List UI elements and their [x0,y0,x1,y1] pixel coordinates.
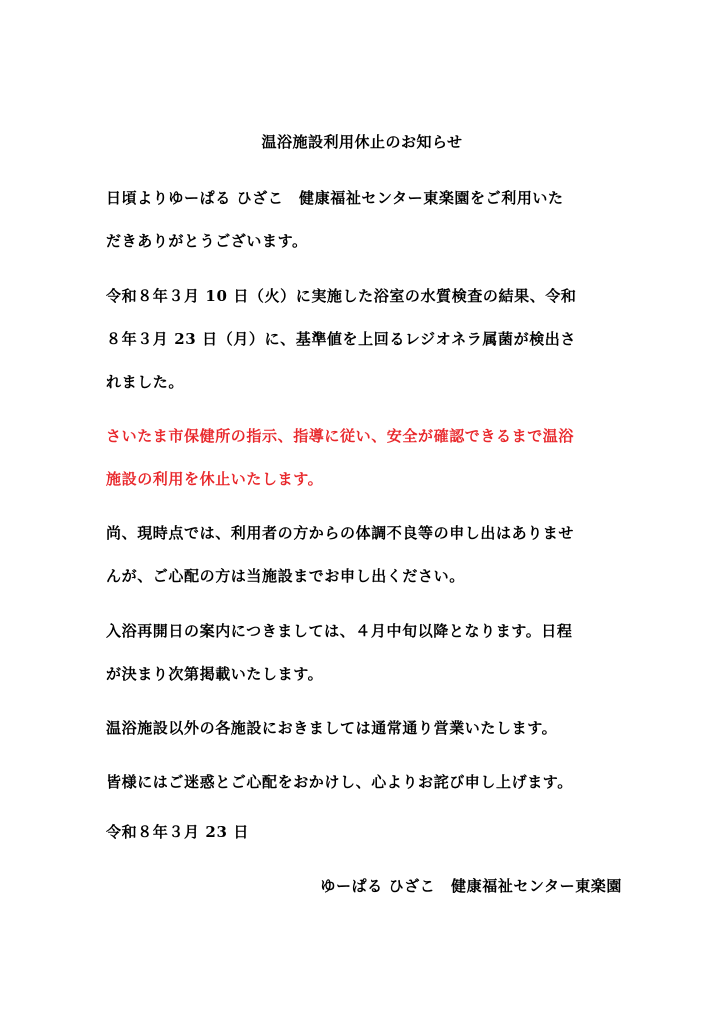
paragraph-2-line-1: 令和８年３月 10 日（火）に実施した浴室の水質検査の結果、令和 [106,287,577,305]
paragraph-3-line-2: 施設の利用を休止いたします。 [106,470,324,488]
notice-signature: ゆーぱる ひざこ 健康福祉センター東楽園 [320,877,622,895]
paragraph-6: 温浴施設以外の各施設におきましては通常通り営業いたします。 [106,719,558,737]
paragraph-2-line-2: ８年３月 23 日（月）に、基準値を上回るレジオネラ属菌が検出さ [106,330,576,348]
paragraph-1-line-2: だきありがとうございます。 [106,232,308,250]
paragraph-7: 皆様にはご迷惑とご心配をおかけし、心よりお詫び申し上げます。 [106,773,573,791]
paragraph-4-line-1: 尚、現時点では、利用者の方からの体調不良等の申し出はありませ [106,524,575,542]
paragraph-3-line-1: さいたま市保健所の指示、指導に従い、安全が確認できるまで温浴 [106,427,575,445]
paragraph-4-line-2: んが、ご心配の方は当施設までお申し出ください。 [106,567,465,585]
notice-title: 温浴施設利用休止のお知らせ [261,133,463,151]
paragraph-5-line-1: 入浴再開日の案内につきましては、４月中旬以降となります。日程 [106,622,573,640]
paragraph-1-line-1: 日頃よりゆーぱる ひざこ 健康福祉センター東楽園をご利用いた [106,189,564,207]
paragraph-2-line-3: れました。 [106,373,185,391]
notice-date: 令和８年３月 23 日 [106,823,249,841]
paragraph-5-line-2: が決まり次第掲載いたします。 [106,665,324,683]
